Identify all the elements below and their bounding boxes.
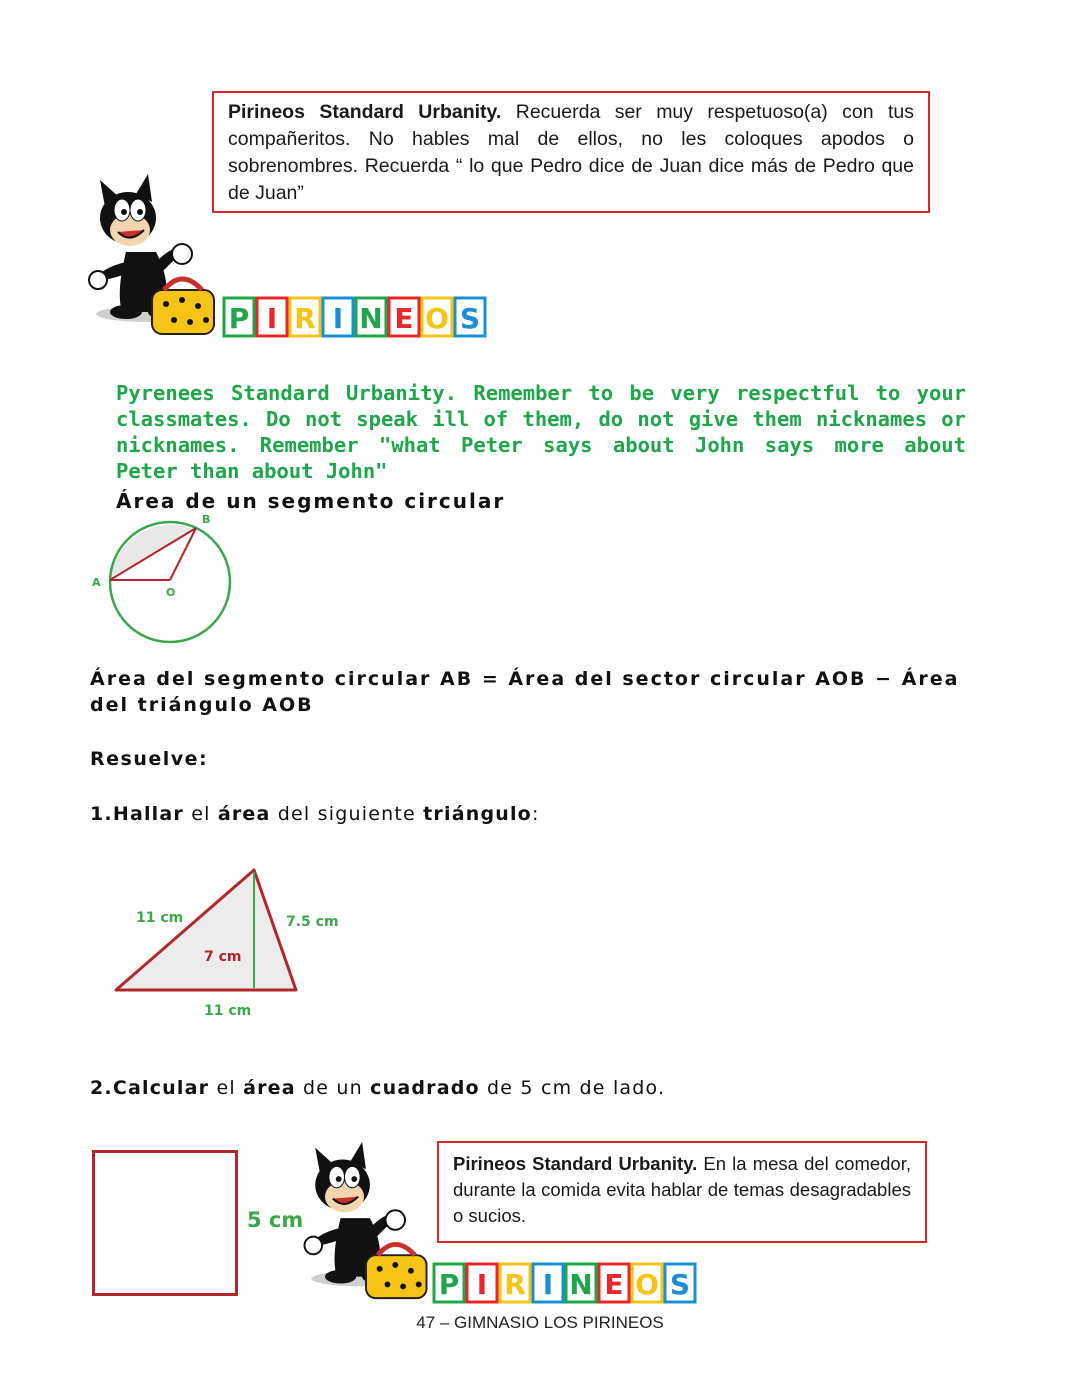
- logo-letter: O: [425, 302, 449, 335]
- top-brand-bold: Standard Urbanity.: [319, 101, 502, 123]
- square-side-label: 5 cm: [247, 1208, 304, 1232]
- logo-letter: N: [569, 1268, 593, 1301]
- page-footer: 47 – GIMNASIO LOS PIRINEOS: [416, 1313, 664, 1332]
- triangle-height-label: 7 cm: [204, 949, 242, 965]
- resuelve-heading: Resuelve:: [90, 748, 209, 770]
- logo-letter: S: [459, 302, 481, 335]
- top-urbanity-box: [212, 91, 930, 213]
- english-translation: Pyrenees Standard Urbanity. Remember to be very respectful to your classmates. Do not speak ill of them, do not give them nicknames or nicknames. Remember "what Peter says about John says more about Peter than about John": [116, 381, 966, 483]
- triangle-left-label: 11 cm: [136, 910, 184, 926]
- point-o-label: O: [166, 586, 176, 599]
- logo-letter: R: [294, 302, 316, 335]
- point-b-label: B: [202, 513, 211, 526]
- logo-letter: N: [359, 302, 383, 335]
- logo-letter: I: [332, 302, 344, 335]
- exercise-1: 1.Hallar el área del siguiente triángulo:: [90, 803, 540, 825]
- logo-letter: S: [669, 1268, 691, 1301]
- triangle-right-label: 7.5 cm: [286, 914, 339, 930]
- square-shape: [92, 1150, 238, 1296]
- point-a-label: A: [92, 576, 101, 589]
- logo-letter: O: [635, 1268, 659, 1301]
- logo-letter: I: [542, 1268, 554, 1301]
- bottom-urbanity-box: [437, 1141, 927, 1243]
- logo-letter: I: [266, 302, 278, 335]
- segment-formula: Área del segmento circular AB = Área del sector circular AOB − Área del triángulo AOB: [90, 668, 960, 716]
- logo-letter: R: [504, 1268, 526, 1301]
- section-title: Área de un segmento circular: [116, 489, 506, 513]
- top-brand: Pirineos: [228, 101, 305, 123]
- pirineos-logo: [222, 294, 494, 340]
- cat-mascot-bottom-icon: [300, 1140, 432, 1304]
- bottom-urbanity-text: En la mesa del comedor, durante la comida evita hablar de temas desagradables o sucios.: [453, 1153, 912, 1226]
- bottom-brand: Pirineos Standard Urbanity.: [453, 1153, 698, 1174]
- cat-mascot-icon: [86, 172, 218, 340]
- logo-letter: P: [438, 1268, 460, 1301]
- top-urbanity-text: Recuerda ser muy respetuoso(a) con tus compañeritos. No hables mal de ellos, no les coloques apodos o sobrenombres. Recuerda “ lo que Pedro dice de Juan dice más de Pedro que de Juan”: [228, 101, 914, 204]
- triangle-diagram: [108, 860, 348, 1026]
- logo-letter: E: [394, 302, 414, 335]
- pirineos-logo-bottom: [432, 1260, 704, 1306]
- triangle-base-label: 11 cm: [204, 1003, 252, 1019]
- logo-letter: E: [604, 1268, 624, 1301]
- logo-letter: I: [476, 1268, 488, 1301]
- circular-segment-diagram: [86, 512, 240, 646]
- exercise-2: 2.Calcular el área de un cuadrado de 5 cm de lado.: [90, 1077, 666, 1099]
- logo-letter: P: [228, 302, 250, 335]
